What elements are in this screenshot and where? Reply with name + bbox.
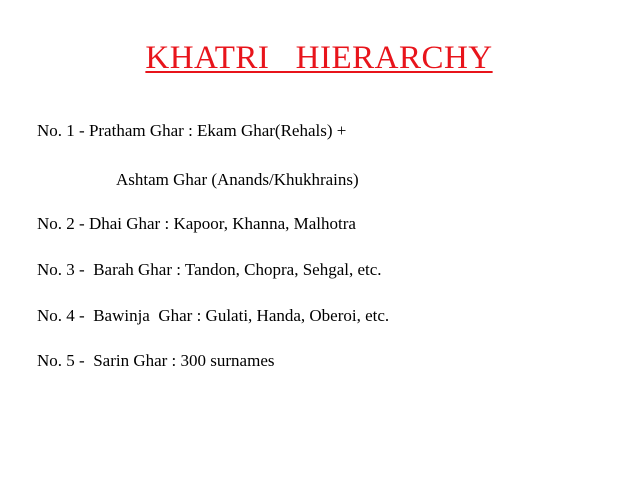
list-item-no-4: No. 4 - Bawinja Ghar : Gulati, Handa, Oberoi, etc. (37, 306, 390, 325)
slide-title: KHATRI HIERARCHY (145, 40, 493, 76)
list-item-no-5: No. 5 - Sarin Ghar : 300 surnames (37, 351, 275, 370)
list-item-no-1-continuation: Ashtam Ghar (Anands/Khukhrains) (116, 170, 359, 189)
list-item-no-1: No. 1 - Pratham Ghar : Ekam Ghar(Rehals) + (37, 121, 347, 140)
list-item-no-3: No. 3 - Barah Ghar : Tandon, Chopra, Sehgal, etc. (37, 260, 382, 279)
list-item-no-2: No. 2 - Dhai Ghar : Kapoor, Khanna, Malhotra (37, 214, 356, 233)
